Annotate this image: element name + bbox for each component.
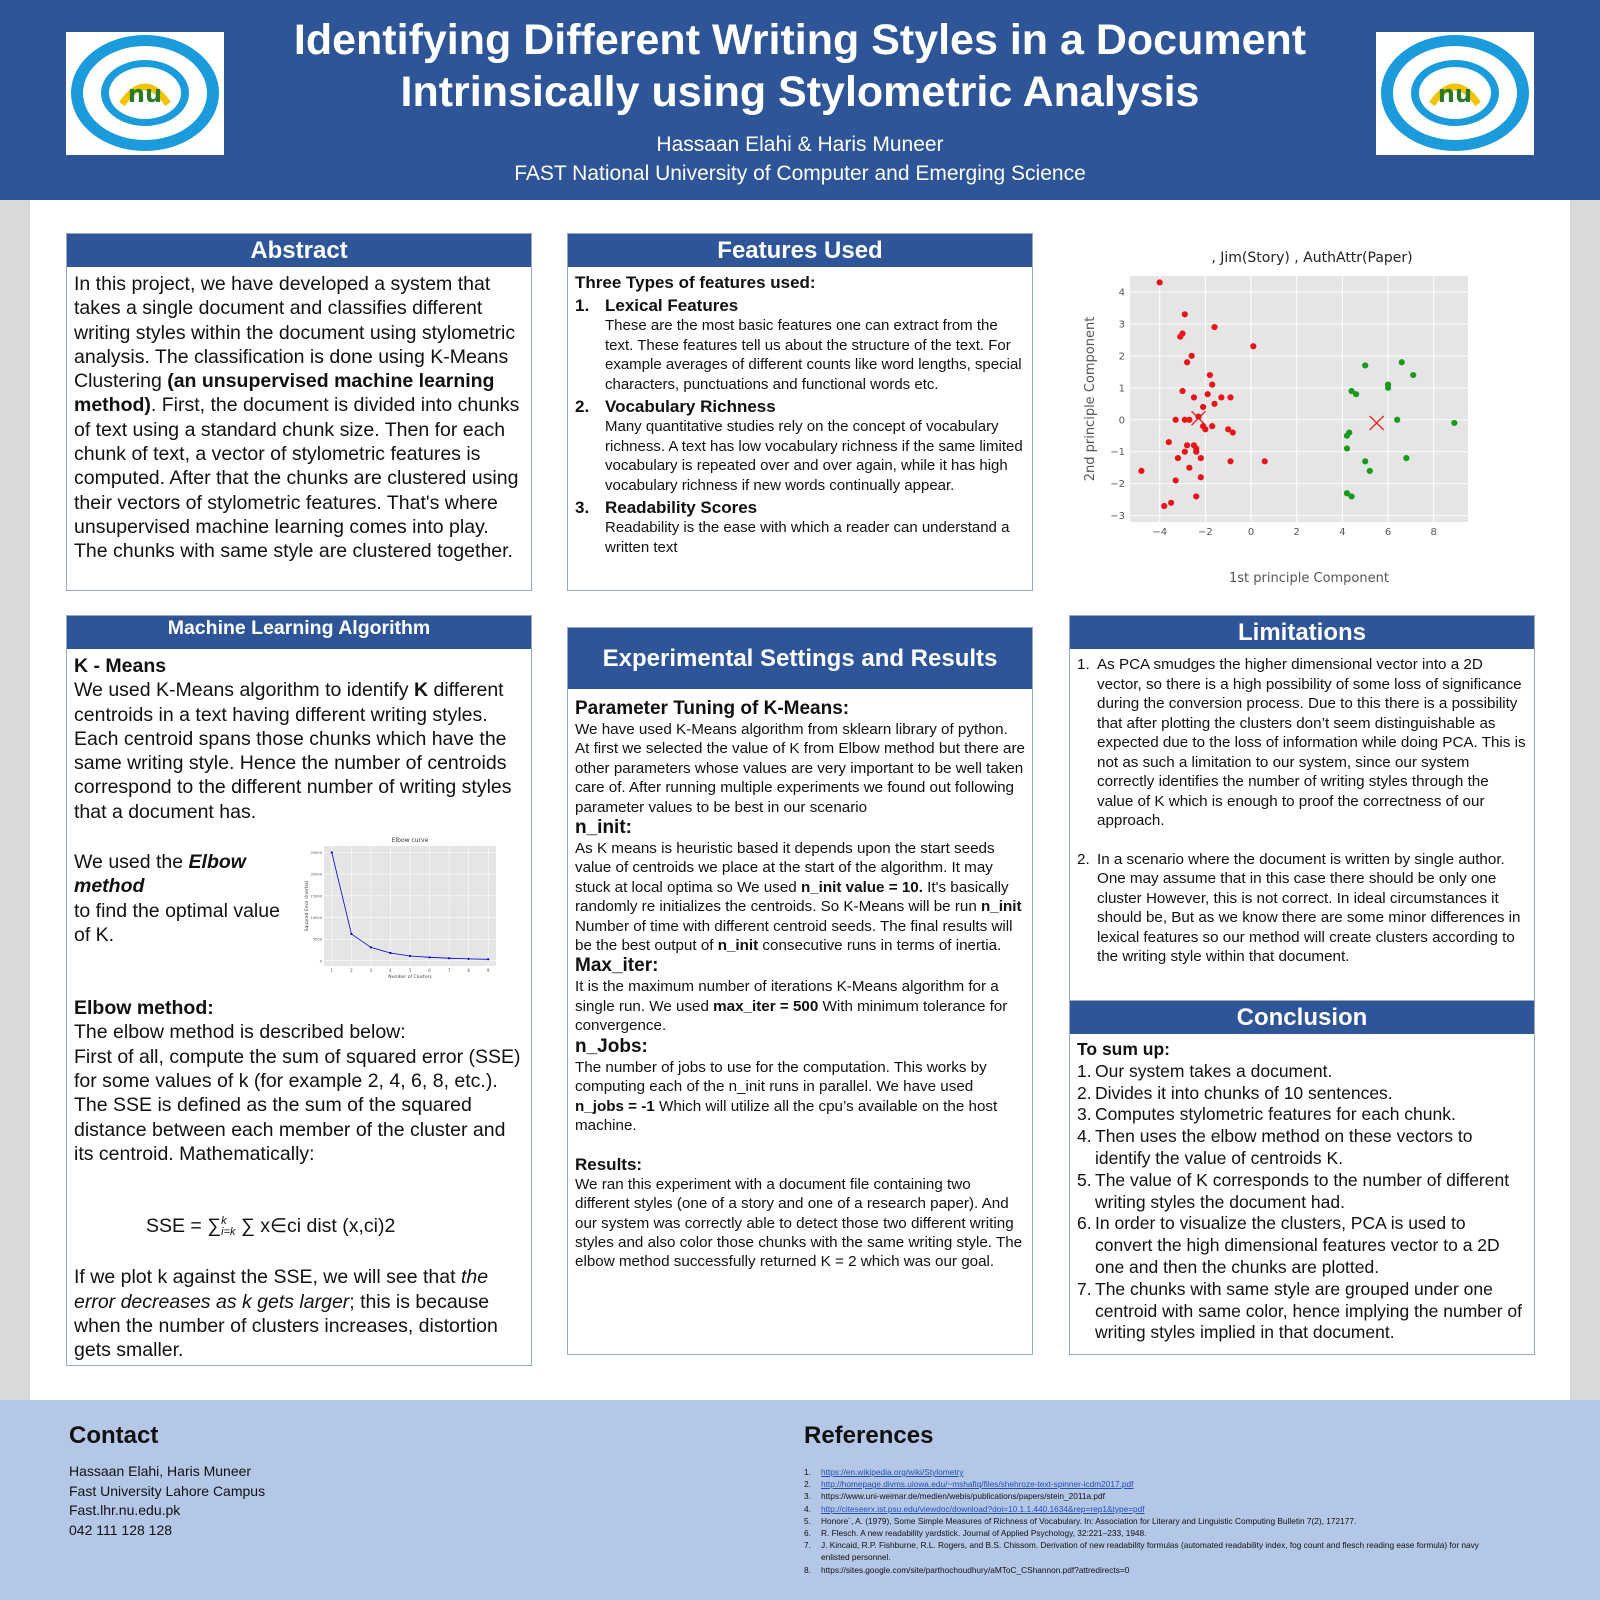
scatter-point	[1191, 394, 1197, 400]
conclusion-text: Our system takes a document.	[1095, 1060, 1333, 1081]
text-part: It is the maximum number of iterations K-Means algorithm for a single run. We used	[575, 978, 999, 1015]
feature-title	[575, 295, 1025, 316]
reference-item	[804, 1515, 1484, 1527]
elbow-point	[331, 851, 333, 853]
pca-scatter-chart	[1082, 244, 1502, 596]
kmeans-title: K - Means	[74, 655, 167, 677]
feature-number: 3.	[575, 498, 590, 517]
scatter-point	[1410, 372, 1416, 378]
reference-item	[804, 1466, 1484, 1478]
scatter-x-tick: 2	[1293, 527, 1300, 538]
conclusion-number: 1.	[1077, 1060, 1092, 1081]
scatter-point	[1173, 477, 1179, 483]
scatter-point	[1182, 417, 1188, 423]
text-part: consecutive runs in terms of inertia.	[758, 937, 1002, 955]
scatter-x-tick: 8	[1430, 527, 1437, 538]
scatter-point	[1262, 458, 1268, 464]
elbow-x-tick: 3	[369, 968, 373, 974]
title-line-1: Identifying Different Writing Styles in a Document	[293, 16, 1307, 64]
authors-block	[240, 130, 1360, 188]
contact-line: Hassaan Elahi, Haris Muneer	[69, 1463, 252, 1479]
text-part: We used K-Means algorithm to identify	[74, 679, 414, 702]
scatter-point	[1403, 455, 1409, 461]
scatter-point	[1182, 311, 1188, 317]
text-italic: the error decreases as k gets larger	[74, 1266, 489, 1313]
formula-sup: k	[221, 1215, 227, 1227]
left-margin-strip	[0, 200, 30, 1400]
results-text: We ran this experiment with a document file containing two different styles (one of a story and one of a research paper). And our system was correctly able to detect those two different writing styles and also color those chunks with the same writing style. The elbow method successfully returned K = 2 which was our goal.	[575, 1175, 1023, 1271]
conclusion-item	[1077, 1061, 1527, 1083]
scatter-point	[1138, 468, 1144, 474]
features-body	[568, 267, 1032, 562]
affiliation: FAST National University of Computer and Emerging Science	[514, 162, 1086, 185]
scatter-y-tick: −3	[1110, 511, 1125, 523]
features-section	[567, 233, 1033, 591]
elbow-row	[74, 837, 524, 996]
reference-item	[804, 1503, 1484, 1515]
features-heading: Features Used	[568, 234, 1032, 267]
scatter-x-tick: 6	[1384, 527, 1392, 538]
formula-part: ∑ x∈ci dist (x,ci)2	[240, 1215, 396, 1238]
title-line-2: Intrinsically using Stylometric Analysis	[400, 68, 1200, 116]
scatter-point	[1179, 388, 1185, 394]
elbow-point	[409, 955, 411, 957]
n-init-text	[575, 839, 1025, 955]
reference-number: 1.	[804, 1467, 811, 1477]
reference-number: 5.	[804, 1515, 811, 1526]
contact-heading: Contact	[69, 1422, 159, 1449]
svg-text:nu: nu	[1437, 80, 1473, 108]
scatter-y-tick: −1	[1110, 447, 1125, 459]
elbow-intro	[74, 850, 299, 947]
scatter-y-tick: 0	[1118, 415, 1125, 427]
scatter-point	[1367, 468, 1373, 474]
abstract-heading: Abstract	[67, 234, 531, 267]
limitation-number: 1.	[1077, 656, 1090, 673]
max-iter-title: Max_iter:	[575, 955, 659, 977]
elbow-y-tick: 0	[319, 959, 322, 964]
conclusion-item	[1077, 1213, 1527, 1278]
conclusion-number: 4.	[1077, 1126, 1092, 1147]
limitation-text: In a scenario where the document is written by single author. One may assume that in this case there should be only one cluster However, this is not correct. In ideal circumstances it should be, But as we know there are some minor differences in lexical features so our method will create clusters according to the writing style within that document.	[1097, 850, 1521, 965]
text-part: If we plot k against the SSE, we will see that	[74, 1266, 461, 1289]
scatter-point	[1399, 359, 1405, 365]
conclusion-text: In order to visualize the clusters, PCA is used to convert the high dimensional features vector to a 2D one and then the chunks are plotted.	[1095, 1213, 1500, 1277]
reference-item	[804, 1478, 1484, 1490]
elbow-method-title: Elbow method:	[74, 997, 214, 1020]
scatter-point	[1189, 353, 1195, 359]
references-list	[804, 1466, 1484, 1576]
scatter-point	[1202, 426, 1208, 432]
scatter-y-tick: −2	[1110, 479, 1125, 491]
scatter-point	[1451, 420, 1457, 426]
scatter-point	[1193, 493, 1199, 499]
conclusion-text: Computes stylometric features for each chunk.	[1095, 1104, 1456, 1125]
elbow-method-paragraph: First of all, compute the sum of squared error (SSE) for some values of k (for example 2, 4, 6, 8, etc.). The SSE is defined as the sum of the squared distance between each member of the cluster and its centroid. Mathematically:	[74, 1045, 521, 1165]
contact-line: 042 111 128 128	[69, 1521, 173, 1538]
conclusion-item	[1077, 1126, 1527, 1170]
right-margin-strip	[1570, 200, 1600, 1400]
conclusion-item	[1077, 1104, 1527, 1126]
contact-details	[69, 1462, 265, 1540]
text-part: The number of jobs to use for the computation. This works by computing each of the n_init runs in parallel. We have used	[575, 1058, 987, 1096]
limitations-body	[1070, 649, 1534, 972]
text-bold-italic: Elbow method	[74, 851, 246, 898]
contact-line: Fast.lhr.nu.edu.pk	[69, 1502, 181, 1518]
scatter-point	[1175, 455, 1181, 461]
scatter-point	[1230, 429, 1236, 435]
scatter-point	[1168, 500, 1174, 506]
limitation-item	[1077, 655, 1527, 831]
references-heading: References	[804, 1422, 934, 1449]
elbow-point	[487, 958, 489, 960]
max-iter-text	[575, 977, 1025, 1035]
scatter-point	[1211, 401, 1217, 407]
scatter-point	[1227, 394, 1233, 400]
reference-item	[804, 1527, 1484, 1539]
elbow-point	[468, 958, 470, 960]
feature-description: These are the most basic features one can extract from the text. These features tell us about the structure of the text. For example averages of different counts like word lengths, special characters, punctuations and functional words etc.	[605, 317, 1022, 393]
scatter-y-tick: 1	[1118, 383, 1125, 395]
kmeans-paragraph	[74, 678, 524, 824]
reference-item	[804, 1490, 1484, 1502]
text-bold: n_jobs = -1	[575, 1097, 655, 1115]
conclusion-item	[1077, 1170, 1527, 1214]
scatter-y-tick: 2	[1118, 351, 1125, 363]
features-intro: Three Types of features used:	[575, 273, 816, 292]
scatter-point	[1198, 455, 1204, 461]
scatter-point	[1218, 394, 1224, 400]
text-bold: n_init	[717, 937, 759, 955]
elbow-x-tick: 1	[330, 968, 334, 974]
scatter-point	[1209, 423, 1215, 429]
scatter-point	[1193, 445, 1199, 451]
feature-title-text: Lexical Features	[605, 296, 739, 315]
reference-item	[804, 1539, 1484, 1563]
elbow-x-tick: 5	[408, 968, 412, 974]
reference-text: https://www.uni-weimar.de/medien/webis/publications/papers/stein_2011a.pdf	[821, 1491, 1105, 1502]
text-part: Which will utilize all the cpu’s available on the host machine.	[575, 1097, 998, 1134]
scatter-point	[1184, 359, 1190, 365]
limitations-section	[1069, 615, 1535, 1001]
conclusion-text: Then uses the elbow method on these vectors to identify the value of centroids K.	[1095, 1126, 1473, 1168]
svg-text:nu: nu	[127, 80, 163, 108]
scatter-point	[1394, 417, 1400, 423]
scatter-x-tick: 0	[1247, 527, 1255, 538]
limitation-text: As PCA smudges the higher dimensional vector into a 2D vector, so there is a high possibility of some loss of significance during the conversion process. Due to this there is a possibility that after plotting the clusters don’t seem distinguishable as expected due to the loss of information while doing PCA. This is not as such a limitation to our system, since our system correctly identifies the number of writing styles through the value of K which is enough to proof the correctness of our approach.	[1097, 656, 1526, 829]
text-part: As K means is heuristic based it depends upon the start seeds value of centroids we place at the start of the algorithm. It may stuck at local optima so We used	[575, 840, 995, 896]
elbow-point	[350, 933, 352, 935]
university-logo-right	[1376, 32, 1534, 155]
elbow-x-tick: 8	[467, 968, 470, 974]
formula-part: SSE = ∑	[146, 1215, 222, 1238]
scatter-point	[1179, 330, 1185, 336]
scatter-point	[1209, 382, 1215, 388]
abstract-text-bold: (an unsupervised machine learning method)	[74, 370, 495, 417]
feature-description: Readability is the ease with which a reader can understand a written text	[605, 519, 1010, 556]
experiment-body	[568, 689, 1032, 1277]
scatter-point	[1344, 433, 1350, 439]
elbow-title: Elbow curve	[391, 837, 429, 845]
author-names: Hassaan Elahi & Haris Muneer	[656, 133, 944, 156]
feature-title-text: Readability Scores	[605, 498, 758, 517]
elbow-method-desc: The elbow method is described below:	[74, 1021, 406, 1044]
text-part: different centroids in a text having different writing styles. Each centroid spans those chunks which have the same writing style. Hence the number of centroids correspond to the different number of writing styles that a document has.	[74, 679, 512, 823]
scatter-y-tick: 4	[1118, 287, 1125, 299]
conclusion-text: The value of K corresponds to the number of different writing styles the document had.	[1095, 1169, 1510, 1212]
scatter-point	[1348, 493, 1354, 499]
elbow-y-tick: 10000	[310, 916, 322, 921]
university-logo-left	[66, 32, 224, 155]
elbow-y-tick: 20000	[310, 872, 322, 877]
conclusion-section	[1069, 1000, 1535, 1355]
limitations-heading: Limitations	[1070, 616, 1534, 649]
scatter-point	[1182, 449, 1188, 455]
ml-body	[67, 649, 531, 1368]
text-part: ; this is because when the number of clusters increases, distortion gets smaller.	[74, 1290, 498, 1362]
reference-link[interactable]: http://citeseerx.ist.psu.edu/viewdoc/download?doi=10.1.1.440.1634&rep=rep1&type=pdf	[821, 1503, 1145, 1514]
elbow-point	[370, 946, 372, 948]
scatter-point	[1385, 385, 1391, 391]
scatter-point	[1157, 279, 1163, 285]
abstract-section	[66, 233, 532, 591]
reference-number: 3.	[804, 1491, 811, 1502]
reference-number: 6.	[804, 1528, 811, 1539]
text-part: to find the optimal value of K.	[74, 899, 280, 946]
scatter-point	[1211, 324, 1217, 330]
abstract-text	[67, 267, 531, 569]
feature-number: 2.	[575, 397, 590, 416]
elbow-point	[389, 952, 391, 954]
scatter-point	[1362, 458, 1368, 464]
text-part: We used the	[74, 851, 189, 874]
elbow-x-tick: 7	[447, 968, 451, 974]
abstract-text-part: In this project, we have developed a system that takes a single document and classifies different writing styles within the document using stylometric analysis. The classification is done using K-Means Clustering	[74, 273, 516, 393]
scatter-plot-area	[1130, 276, 1468, 522]
abstract-text-part: . First, the document is divided into chunks of text using a standard chunk size. Then for each chunk of text, a vector of stylometric features is computed. After that the chunks are clustered using their vectors of stylometric features. That's where unsupervised machine learning comes into play. The chunks with same style are clustered together.	[74, 394, 520, 563]
experiment-section	[567, 627, 1033, 1355]
text-bold: max_iter = 500	[713, 997, 819, 1015]
scatter-point	[1186, 465, 1192, 471]
elbow-point	[428, 956, 430, 958]
scatter-point	[1184, 442, 1190, 448]
results-title: Results:	[575, 1155, 643, 1175]
n-jobs-title: n_Jobs:	[575, 1035, 648, 1057]
feature-number: 1.	[575, 296, 590, 315]
conclusion-item	[1077, 1083, 1527, 1105]
feature-title	[575, 396, 1025, 417]
parameter-tuning-text: We have used K-Means algorithm from sklearn library of python. At first we selected the value of K from Elbow method but there are other parameters whose values are very important to be well taken care of. After running multiple experiments we found out following parameter values to be best in our scenario	[575, 721, 1025, 816]
reference-number: 7.	[804, 1540, 811, 1551]
conclusion-body	[1070, 1034, 1534, 1349]
conclusion-heading: Conclusion	[1070, 1001, 1534, 1034]
contact-line: Fast University Lahore Campus	[69, 1482, 266, 1499]
n-init-title: n_init:	[575, 817, 632, 839]
ml-heading: Machine Learning Algorithm	[67, 616, 531, 649]
scatter-point	[1161, 503, 1167, 509]
scatter-y-label: 2nd principle Component	[1083, 316, 1098, 482]
reference-number: 8.	[804, 1564, 811, 1575]
scatter-point	[1250, 343, 1256, 349]
conclusion-number: 7.	[1077, 1278, 1092, 1299]
parameter-tuning-title: Parameter Tuning of K-Means:	[575, 698, 850, 719]
feature-title	[575, 497, 1025, 518]
reference-link[interactable]: https://en.wikipedia.org/wiki/Stylometry	[821, 1467, 964, 1477]
ml-section	[66, 615, 532, 1366]
n-jobs-text	[575, 1058, 1025, 1136]
text-part: Number of time with different centroid seeds. The final results will be the best output of	[575, 917, 1013, 955]
elbow-y-label: Squared Error (Inertia)	[305, 880, 310, 932]
elbow-curve-chart	[302, 832, 502, 980]
formula-sub: i=k	[221, 1226, 236, 1238]
scatter-point	[1227, 458, 1233, 464]
reference-text: Honore´, A. (1979), Some Simple Measures of Richness of Vocabulary. In: Association for Literary and Linguistic Computing Bulletin 7(2), 172177.	[821, 1515, 1357, 1526]
elbow-conclusion	[74, 1265, 524, 1362]
reference-item	[804, 1564, 1484, 1576]
elbow-x-label: Number of Clusters	[388, 975, 432, 981]
scatter-point	[1362, 362, 1368, 368]
conclusion-item	[1077, 1279, 1527, 1344]
text-bold: n_init	[981, 898, 1022, 916]
scatter-point	[1198, 474, 1204, 480]
conclusion-number: 6.	[1077, 1213, 1092, 1234]
elbow-y-tick: 5000	[312, 937, 322, 942]
scatter-point	[1166, 439, 1172, 445]
elbow-y-tick: 25000	[310, 851, 322, 856]
scatter-point	[1205, 391, 1211, 397]
reference-number: 2.	[804, 1479, 811, 1490]
sse-formula	[74, 1214, 524, 1238]
scatter-x-tick: −4	[1152, 527, 1168, 538]
scatter-title: , Jim(Story) , AuthAttr(Paper)	[1211, 250, 1413, 266]
conclusion-number: 2.	[1077, 1082, 1092, 1103]
text-bold: n_init value = 10.	[800, 878, 923, 896]
reference-text: R. Flesch. A new readability yardstick. Journal of Applied Psychology, 32:221–233, 1948.	[821, 1528, 1147, 1539]
scatter-x-tick: 4	[1339, 527, 1346, 538]
text-part: With minimum tolerance for convergence.	[575, 997, 1008, 1035]
text-bold: K	[413, 679, 429, 702]
elbow-y-tick: 15000	[310, 894, 322, 899]
feature-description: Many quantitative studies rely on the concept of vocabulary richness. A text has low vocabulary richness if the same limited vocabulary is repeated over and over again, while it has high vocabulary richness if new words continually appear.	[605, 418, 1023, 494]
poster-title	[240, 14, 1360, 118]
elbow-x-tick: 6	[428, 968, 431, 974]
reference-link[interactable]: http://homepage.divms.uiowa.edu/~mshafiq/files/shehroze-text-spinner-icdm2017.pdf	[821, 1479, 1134, 1490]
scatter-point	[1200, 404, 1206, 410]
conclusion-number: 3.	[1077, 1104, 1092, 1125]
reference-text: https://sites.google.com/site/parthochoudhury/aMToC_CShannon.pdf?attredirects=0	[821, 1564, 1130, 1575]
reference-number: 4.	[804, 1503, 811, 1514]
elbow-x-tick: 2	[350, 968, 353, 974]
scatter-y-tick: 3	[1118, 319, 1125, 331]
elbow-x-tick: 4	[389, 968, 392, 974]
formula-limits	[221, 1216, 235, 1238]
limitation-item	[1077, 850, 1527, 967]
scatter-x-label: 1st principle Component	[1229, 571, 1389, 586]
experiment-heading: Experimental Settings and Results	[568, 628, 1032, 689]
conclusion-intro: To sum up:	[1077, 1039, 1170, 1059]
conclusion-number: 5.	[1077, 1169, 1092, 1190]
poster-header	[0, 0, 1600, 200]
scatter-x-tick: −2	[1197, 527, 1213, 538]
scatter-point	[1207, 372, 1213, 378]
elbow-x-tick: 9	[486, 968, 490, 974]
feature-title-text: Vocabulary Richness	[605, 397, 776, 416]
elbow-point	[448, 957, 450, 959]
scatter-point	[1173, 417, 1179, 423]
reference-text: J. Kincaid, R.P. Fishburne, R.L. Rogers, and B.S. Chissom. Derivation of new readability formulas (automated readability index, fog count and flesch reading ease formula) for navy enlisted personnel.	[821, 1540, 1479, 1563]
conclusion-text: Divides it into chunks of 10 sentences.	[1095, 1082, 1393, 1103]
limitation-number: 2.	[1077, 850, 1090, 868]
scatter-point	[1353, 391, 1359, 397]
conclusion-text: The chunks with same style are grouped under one centroid with same color, hence implying the number of writing styles implied in that document.	[1095, 1278, 1523, 1343]
text-part: It's basically randomly re initializes the centroids. So K-Means will be run	[575, 878, 1009, 916]
scatter-point	[1344, 445, 1350, 451]
